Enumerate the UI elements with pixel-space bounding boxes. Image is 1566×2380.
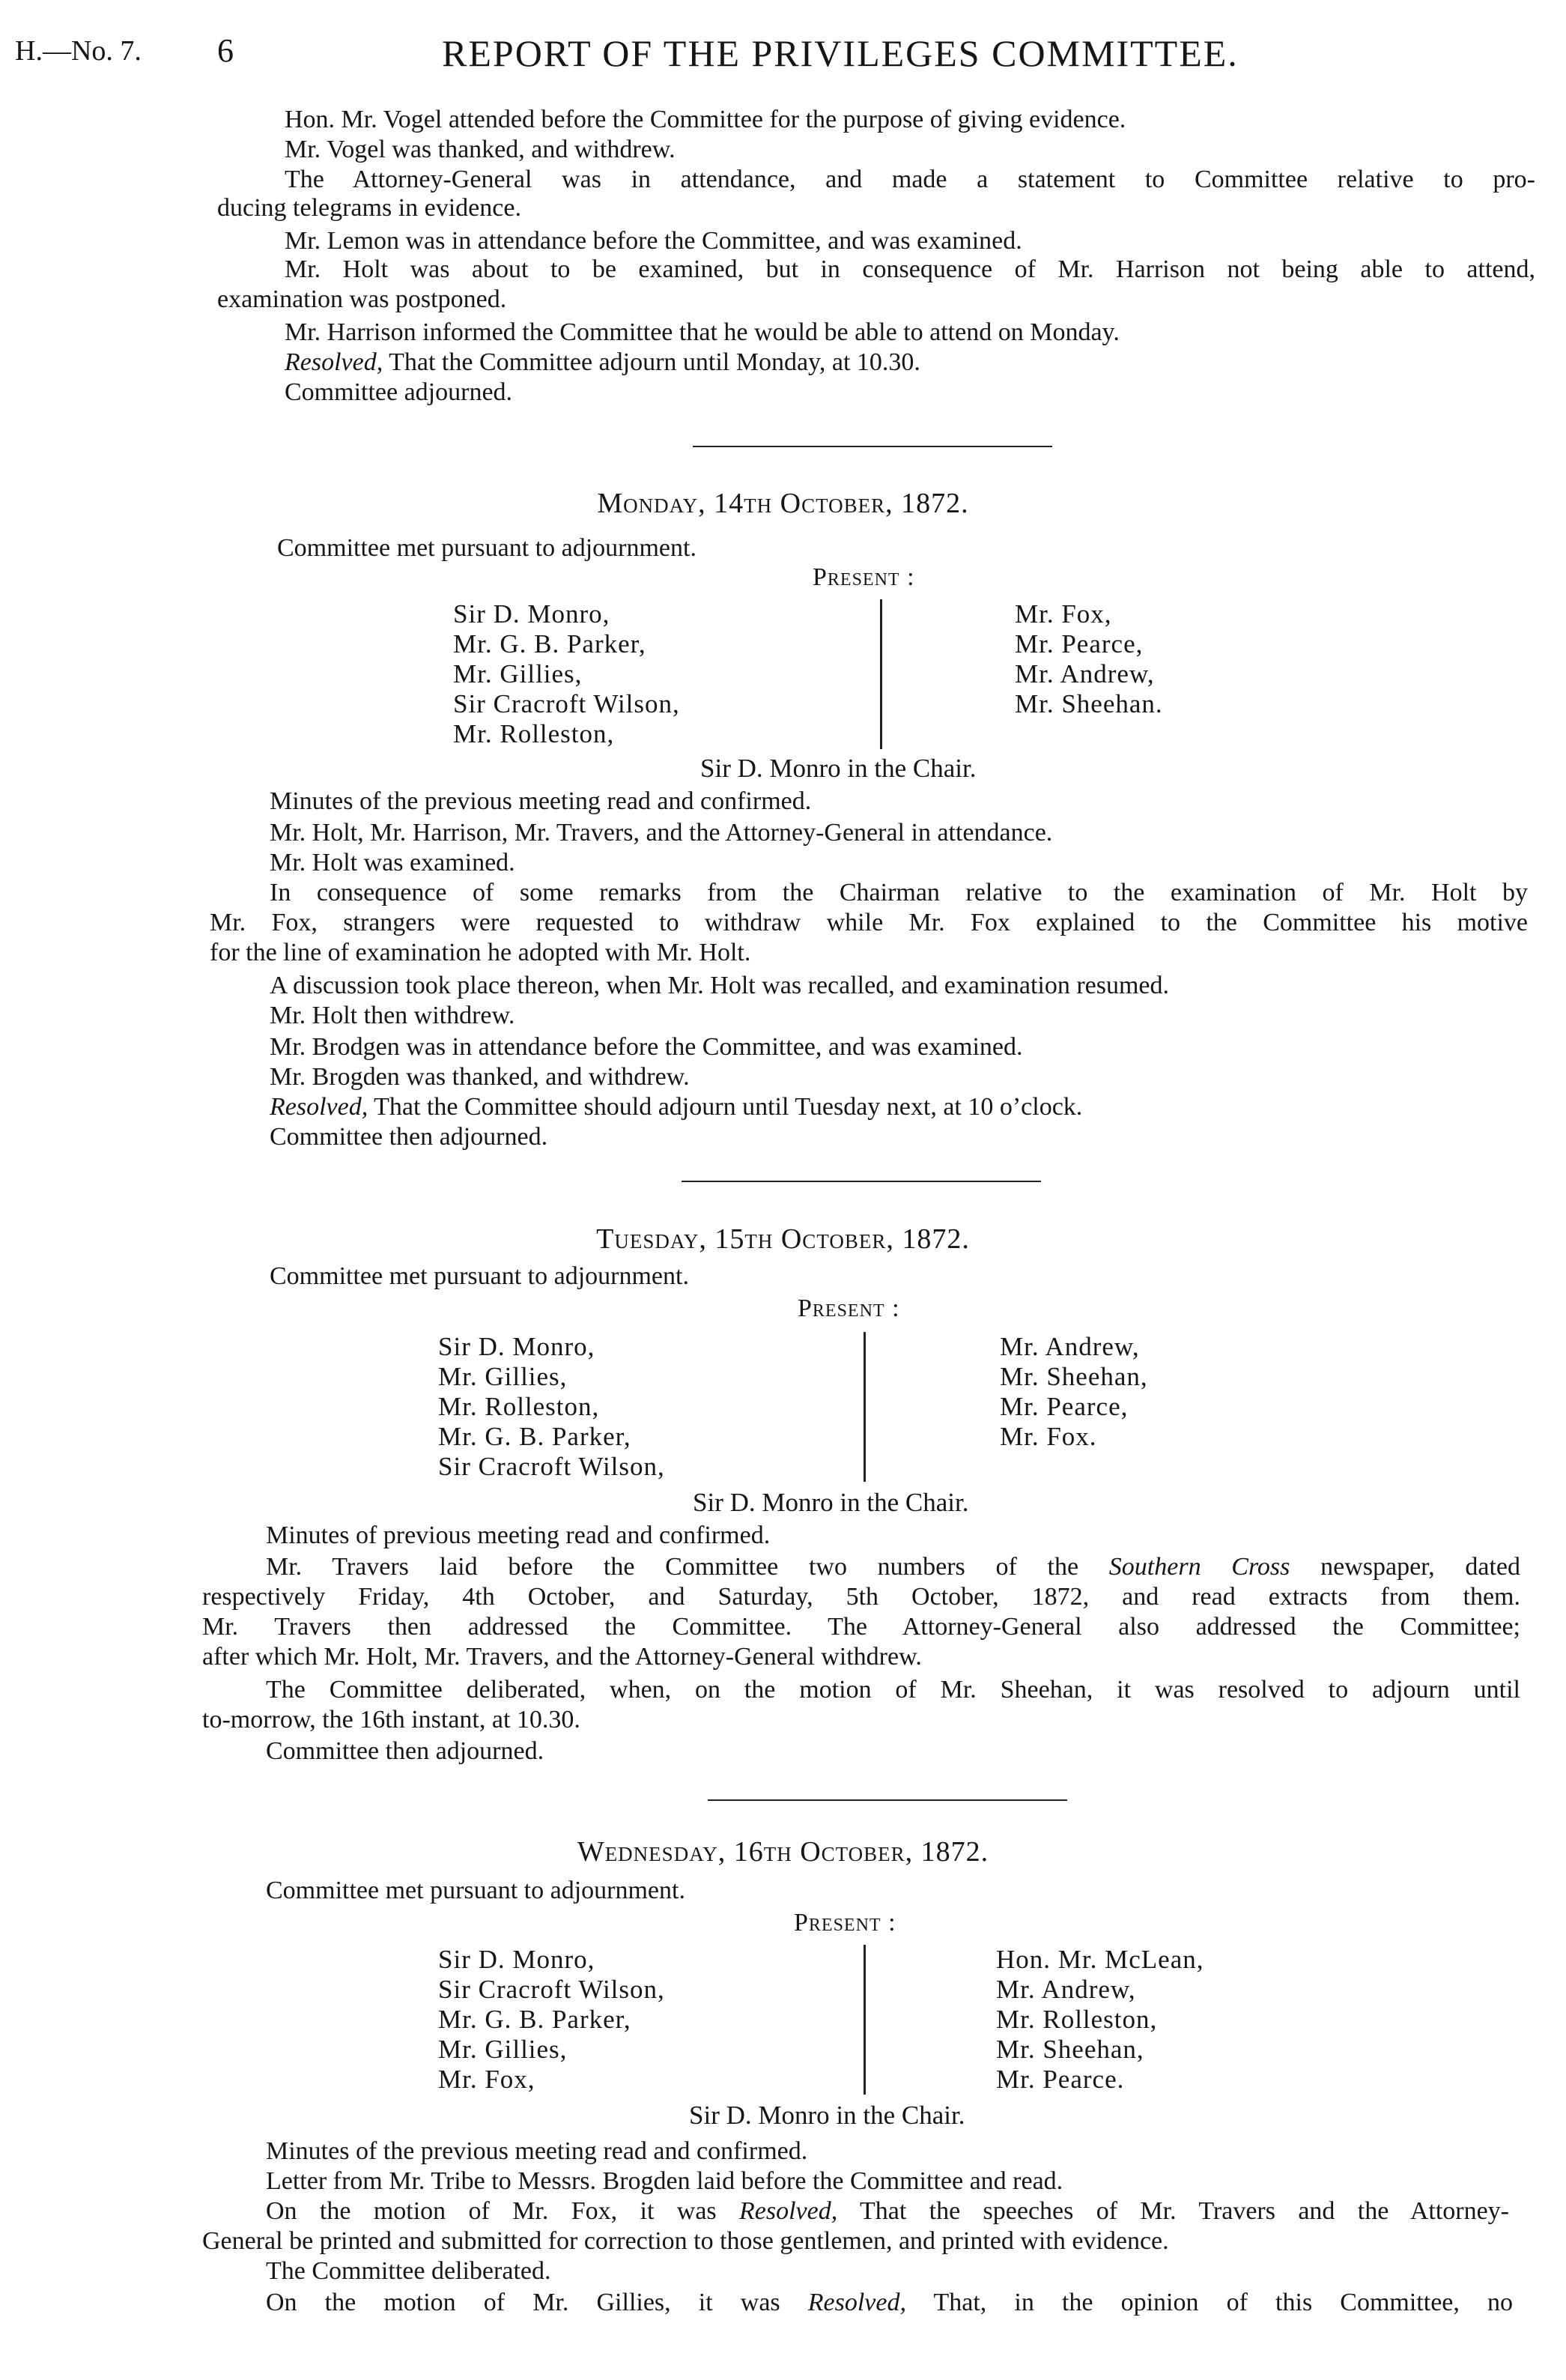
attendee-column-divider: [864, 1945, 866, 2095]
paragraph-line: Minutes of the previous meeting read and confirmed.: [266, 2137, 808, 2165]
paragraph-line: respectively Friday, 4th October, and Saturday, 5th October, 1872, and read extracts from them.: [202, 1583, 1520, 1611]
attendee-name: Mr. Sheehan,: [996, 2035, 1144, 2064]
paragraph-line: On the motion of Mr. Fox, it was Resolved, That the speeches of Mr. Travers and the Attorney-: [266, 2197, 1509, 2225]
paragraph-line: The Committee deliberated.: [266, 2257, 551, 2285]
paragraph-line: Mr. Brogden was thanked, and withdrew.: [270, 1063, 690, 1091]
attendee-name: Mr. Sheehan,: [1000, 1362, 1148, 1391]
paragraph-line: Committee then adjourned.: [270, 1123, 548, 1151]
paragraph-line: after which Mr. Holt, Mr. Travers, and the Attorney-General withdrew.: [202, 1643, 922, 1671]
paragraph-line: for the line of examination he adopted with Mr. Holt.: [210, 939, 751, 966]
document-reference: H.—No. 7.: [15, 35, 142, 67]
paragraph-line: A discussion took place thereon, when Mr. Holt was recalled, and examination resumed.: [270, 972, 1170, 999]
attendee-name: Mr. Rolleston,: [996, 2005, 1158, 2034]
attendee-name: Sir D. Monro,: [453, 599, 610, 629]
resolution-line: Resolved, That the Committee adjourn until Monday, at 10.30.: [285, 348, 920, 376]
attendee-name: Mr. Pearce,: [1000, 1392, 1129, 1421]
present-label: Present :: [813, 563, 915, 591]
chair-line: Sir D. Monro in the Chair.: [693, 1488, 969, 1517]
attendee-name: Mr. Gillies,: [438, 2035, 568, 2064]
meeting-heading: Wednesday, 16th October, 1872.: [577, 1836, 989, 1868]
paragraph-line: Committee met pursuant to adjournment.: [266, 1877, 685, 1904]
paragraph-line: Mr. Fox, strangers were requested to withdraw while Mr. Fox explained to the Committee his motive: [210, 909, 1528, 936]
attendee-name: Mr. G. B. Parker,: [438, 2005, 631, 2034]
attendee-name: Mr. Andrew,: [996, 1975, 1136, 2004]
resolved-italic: Resolved,: [807, 2289, 906, 2316]
resolved-italic: Resolved,: [285, 348, 383, 376]
attendee-name: Sir Cracroft Wilson,: [438, 1975, 665, 2004]
attendee-column-divider: [880, 599, 882, 749]
page-number: 6: [217, 32, 234, 69]
attendee-name: Mr. Pearce,: [1015, 629, 1144, 658]
present-label: Present :: [794, 1909, 896, 1937]
attendee-column-divider: [864, 1332, 866, 1482]
paragraph-line: Mr. Holt then withdrew.: [270, 1002, 515, 1029]
attendee-name: Mr. Rolleston,: [453, 719, 615, 748]
paragraph-line: examination was postponed.: [217, 285, 507, 313]
paragraph-line: General be printed and submitted for correction to those gentlemen, and printed with evidence.: [202, 2227, 1169, 2255]
attendee-name: Mr. Andrew,: [1000, 1332, 1140, 1361]
paragraph-line: Mr. Travers laid before the Committee two numbers of the Southern Cross newspaper, dated: [266, 1553, 1520, 1581]
attendee-name: Hon. Mr. McLean,: [996, 1945, 1204, 1974]
attendee-name: Sir Cracroft Wilson,: [438, 1452, 665, 1481]
paragraph-line: Mr. Holt, Mr. Harrison, Mr. Travers, and the Attorney-General in attendance.: [270, 819, 1053, 847]
paragraph-line: Mr. Brodgen was in attendance before the Committee, and was examined.: [270, 1033, 1023, 1061]
paragraph-line: Minutes of the previous meeting read and confirmed.: [270, 787, 812, 815]
newspaper-title: Southern Cross: [1108, 1553, 1290, 1581]
chair-line: Sir D. Monro in the Chair.: [689, 2101, 965, 2130]
paragraph-line: ducing telegrams in evidence.: [217, 194, 521, 222]
page-title: REPORT OF THE PRIVILEGES COMMITTEE.: [442, 32, 1239, 74]
attendee-name: Mr. Andrew,: [1015, 659, 1155, 688]
resolved-italic: Resolved,: [739, 2197, 838, 2225]
attendee-name: Sir Cracroft Wilson,: [453, 689, 680, 718]
paragraph-line: to-morrow, the 16th instant, at 10.30.: [202, 1706, 580, 1733]
paragraph-line: In consequence of some remarks from the Chairman relative to the examination of Mr. Holt by: [270, 879, 1528, 906]
attendee-name: Mr. Gillies,: [438, 1362, 568, 1391]
meeting-heading: Monday, 14th October, 1872.: [597, 488, 969, 519]
attendee-name: Mr. Fox,: [438, 2065, 535, 2094]
attendee-name: Mr. Sheehan.: [1015, 689, 1163, 718]
paragraph-line: The Attorney-General was in attendance, and made a statement to Committee relative to pro-: [285, 166, 1535, 193]
section-divider: [682, 1181, 1041, 1182]
attendee-name: Mr. Fox,: [1015, 599, 1112, 629]
resolved-italic: Resolved,: [270, 1093, 368, 1121]
attendee-name: Mr. G. B. Parker,: [438, 1422, 631, 1451]
present-label: Present :: [798, 1295, 900, 1322]
attendee-name: Mr. Pearce.: [996, 2065, 1125, 2094]
attendee-name: Mr. Rolleston,: [438, 1392, 600, 1421]
paragraph-line: The Committee deliberated, when, on the motion of Mr. Sheehan, it was resolved to adjourn until: [266, 1676, 1520, 1704]
paragraph-line: Mr. Lemon was in attendance before the Committee, and was examined.: [285, 227, 1022, 255]
attendee-name: Sir D. Monro,: [438, 1332, 595, 1361]
attendee-name: Mr. G. B. Parker,: [453, 629, 646, 658]
section-divider: [708, 1799, 1067, 1801]
paragraph-line: Mr. Vogel was thanked, and withdrew.: [285, 136, 676, 163]
paragraph-line: Letter from Mr. Tribe to Messrs. Brogden laid before the Committee and read.: [266, 2167, 1063, 2195]
section-divider: [693, 446, 1052, 447]
paragraph-line: Hon. Mr. Vogel attended before the Committee for the purpose of giving evidence.: [285, 106, 1126, 133]
paragraph-line: Committee met pursuant to adjournment.: [277, 534, 696, 562]
paragraph-line: On the motion of Mr. Gillies, it was Resolved, That, in the opinion of this Committee, no: [266, 2289, 1513, 2316]
chair-line: Sir D. Monro in the Chair.: [700, 754, 977, 783]
paragraph-line: Committee met pursuant to adjournment.: [270, 1262, 689, 1290]
paragraph-line: Committee adjourned.: [285, 378, 513, 406]
paragraph-line: Committee then adjourned.: [266, 1737, 544, 1765]
attendee-name: Mr. Fox.: [1000, 1422, 1097, 1451]
paragraph-line: Mr. Travers then addressed the Committee. The Attorney-General also addressed the Committee;: [202, 1613, 1520, 1641]
paragraph-line: Minutes of previous meeting read and confirmed.: [266, 1521, 771, 1549]
attendee-name: Mr. Gillies,: [453, 659, 583, 688]
meeting-heading: Tuesday, 15th October, 1872.: [596, 1223, 970, 1255]
paragraph-line: Mr. Holt was examined.: [270, 849, 515, 876]
paragraph-line: Mr. Harrison informed the Committee that he would be able to attend on Monday.: [285, 318, 1120, 346]
resolution-line: Resolved, That the Committee should adjourn until Tuesday next, at 10 o’clock.: [270, 1093, 1083, 1121]
paragraph-line: Mr. Holt was about to be examined, but in consequence of Mr. Harrison not being able to attend,: [285, 255, 1535, 283]
attendee-name: Sir D. Monro,: [438, 1945, 595, 1974]
